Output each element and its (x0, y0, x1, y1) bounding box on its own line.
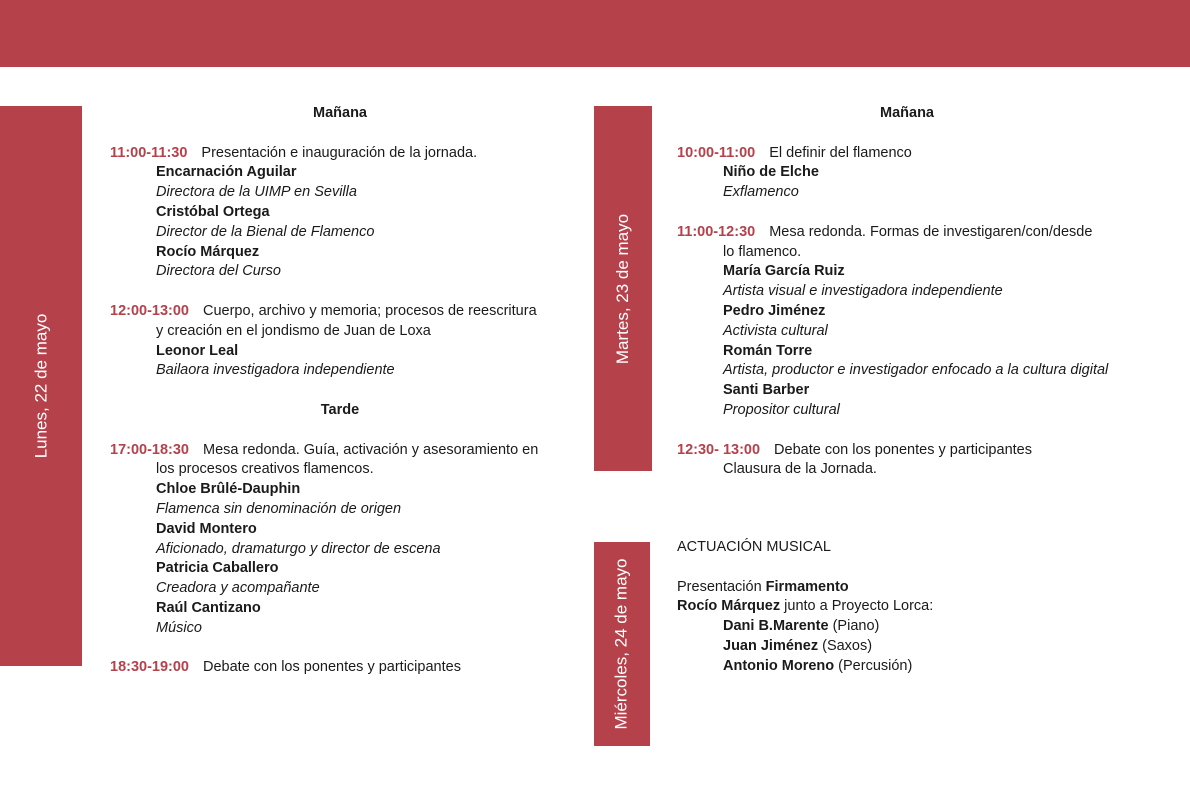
entry-title: Cuerpo, archivo y memoria; procesos de reescritura (203, 302, 537, 319)
entry-time: 18:30-19:00 (110, 659, 189, 676)
speaker-role: Creadora y acompañante (156, 580, 320, 597)
speaker-name: María García Ruiz (723, 263, 845, 280)
entry-title-continued: los procesos creativos flamencos. (156, 461, 374, 478)
lead-artist-rest: junto a Proyecto Lorca: (780, 598, 934, 615)
speaker-name: Raúl Cantizano (156, 599, 261, 616)
schedule-entry (110, 658, 570, 678)
speaker-role: Artista visual e investigadora independiente (723, 283, 1003, 300)
speaker-role: Artista, productor e investigador enfocado a la cultura digital (723, 362, 1109, 379)
monday-schedule (110, 104, 570, 678)
speaker-name: Encarnación Aguilar (156, 164, 297, 181)
tuesday-schedule (677, 104, 1137, 480)
schedule-entry (677, 144, 1137, 203)
speaker-role: Exflamenco (723, 184, 799, 201)
concert-heading: ACTUACIÓN MUSICAL (677, 539, 831, 555)
schedule-entry (677, 441, 1137, 481)
entry-title: Mesa redonda. Guía, activación y asesoramiento en (203, 441, 539, 458)
speaker-role: Activista cultural (723, 322, 828, 339)
speaker-name: Patricia Caballero (156, 560, 279, 577)
schedule-entry (110, 144, 570, 283)
entry-title: Presentación e inauguración de la jornada. (201, 144, 478, 161)
entry-title: Debate con los ponentes y participantes (774, 441, 1032, 458)
entry-title-continued: lo flamenco. (723, 243, 802, 260)
schedule-entry (677, 223, 1137, 421)
entry-title: Debate con los ponentes y participantes (203, 659, 461, 676)
day-band-monday (0, 106, 82, 666)
performer-instrument: (Piano) (828, 618, 880, 635)
entry-time: 10:00-11:00 (677, 144, 756, 161)
speaker-role: Director de la Bienal de Flamenco (156, 223, 375, 240)
speaker-name: David Montero (156, 520, 257, 537)
section-heading: Mañana (880, 105, 934, 121)
lead-artist: Rocío Márquez (677, 598, 781, 615)
speaker-name: Rocío Márquez (156, 243, 260, 260)
entry-title: El definir del flamenco (769, 144, 912, 161)
entry-time: 11:00-11:30 (110, 144, 188, 161)
speaker-name: Leonor Leal (156, 342, 239, 359)
entry-title-continued: y creación en el jondismo de Juan de Loxa (156, 322, 431, 339)
performer-name: Dani B.Marente (723, 618, 829, 635)
speaker-name: Cristóbal Ortega (156, 203, 270, 220)
schedule-entry (110, 302, 570, 381)
day-band-tuesday (594, 106, 652, 471)
performer (677, 637, 1137, 657)
entry-title-continued: Clausura de la Jornada. (723, 461, 877, 478)
entry-title: Mesa redonda. Formas de investigaren/con/desde (769, 223, 1093, 240)
speaker-name: Santi Barber (723, 382, 810, 399)
schedule-entry (110, 441, 570, 639)
concert-lead (677, 597, 1137, 617)
day-label-wednesday: Miércoles, 24 de mayo (612, 558, 631, 730)
day-label-monday: Lunes, 22 de mayo (31, 313, 51, 459)
section-heading: Mañana (313, 105, 367, 121)
speaker-role: Directora de la UIMP en Sevilla (156, 184, 357, 201)
speaker-role: Aficionado, dramaturgo y director de escena (156, 540, 441, 557)
concert-intro-prefix: Presentación (677, 578, 766, 595)
speaker-role: Directora del Curso (156, 263, 281, 280)
performer-name: Juan Jiménez (723, 637, 819, 654)
header-bar (0, 0, 1190, 67)
speaker-role: Músico (156, 619, 202, 636)
performer (677, 617, 1137, 637)
speaker-name: Niño de Elche (723, 164, 819, 181)
speaker-name: Pedro Jiménez (723, 302, 826, 319)
entry-time: 17:00-18:30 (110, 441, 189, 458)
performer-instrument: (Percusión) (834, 657, 913, 674)
wednesday-concert (677, 538, 1137, 677)
performer-name: Antonio Moreno (723, 657, 835, 674)
entry-time: 12:00-13:00 (110, 302, 189, 319)
entry-time: 12:30- 13:00 (677, 441, 761, 458)
day-label-tuesday: Martes, 23 de mayo (613, 213, 632, 364)
speaker-role: Bailaora investigadora independiente (156, 362, 395, 379)
entry-time: 11:00-12:30 (677, 223, 756, 240)
day-band-wednesday (594, 542, 650, 746)
performer-instrument: (Saxos) (818, 637, 873, 654)
speaker-name: Román Torre (723, 342, 813, 359)
concert-title: Firmamento (765, 578, 849, 595)
concert-intro (677, 578, 1137, 598)
speaker-role: Propositor cultural (723, 401, 840, 418)
speaker-name: Chloe Brûlé-Dauphin (156, 481, 301, 498)
performer (677, 657, 1137, 677)
speaker-role: Flamenca sin denominación de origen (156, 500, 402, 517)
section-heading: Tarde (320, 401, 360, 418)
